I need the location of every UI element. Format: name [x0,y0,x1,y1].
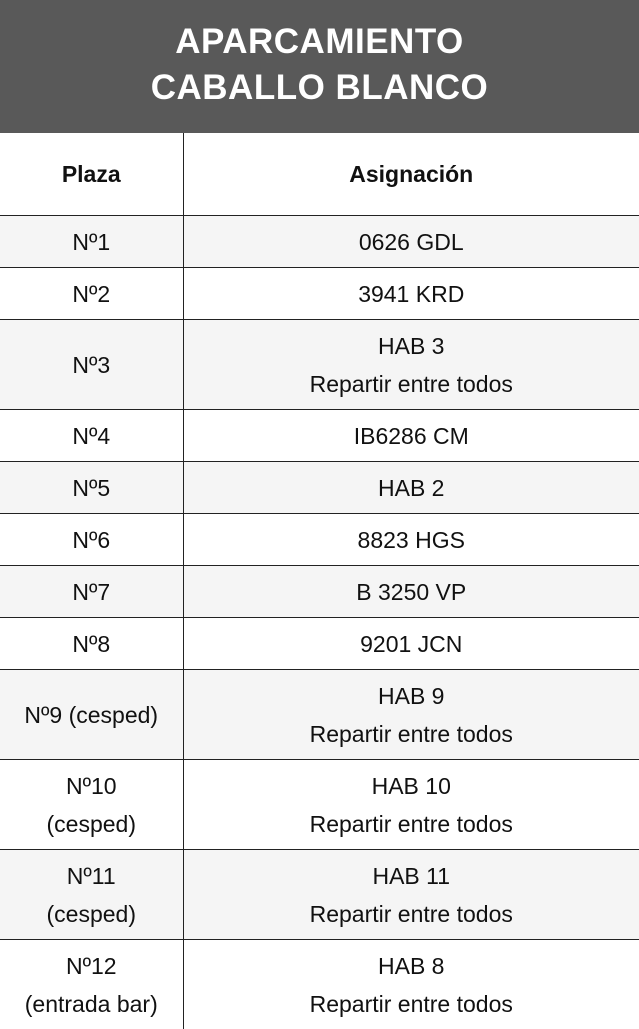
plaza-cell [0,514,183,566]
plaza-cell [0,320,183,410]
asignacion-cell [183,320,639,410]
asignacion-cell [183,268,639,320]
column-header-plaza: Plaza [0,133,183,216]
table-row [0,320,639,410]
asignacion-cell [183,462,639,514]
table-row [0,566,639,618]
plaza-text: Nº12 [0,947,183,985]
table-row [0,410,639,462]
plaza-text: Nº5 [0,469,183,507]
plaza-text: Nº8 [0,625,183,663]
asignacion-cell [183,618,639,670]
table-row [0,760,639,850]
plaza-text: Nº11 [0,857,183,895]
plaza-text: (cesped) [0,895,183,933]
column-header-asignacion: Asignación [183,133,639,216]
plaza-cell [0,462,183,514]
plaza-text: Nº2 [0,275,183,313]
asignacion-text: HAB 8 [184,947,639,985]
table-row [0,216,639,268]
asignacion-cell [183,514,639,566]
table-row [0,514,639,566]
asignacion-text: HAB 10 [184,767,639,805]
plaza-text: Nº10 [0,767,183,805]
table-row [0,940,639,1029]
asignacion-text: Repartir entre todos [184,895,639,933]
plaza-cell [0,268,183,320]
asignacion-text: HAB 3 [184,327,639,365]
plaza-text: Nº3 [0,346,183,384]
asignacion-text: 9201 JCN [184,625,639,663]
asignacion-text: Repartir entre todos [184,715,639,753]
asignacion-text: Repartir entre todos [184,985,639,1023]
asignacion-text: 8823 HGS [184,521,639,559]
asignacion-text: 0626 GDL [184,223,639,261]
page-title-line-2: CABALLO BLANCO [151,65,489,111]
plaza-cell [0,216,183,268]
plaza-cell [0,566,183,618]
table-row [0,670,639,760]
plaza-text: Nº9 (cesped) [0,696,183,734]
asignacion-cell [183,850,639,940]
asignacion-cell [183,760,639,850]
table-row [0,850,639,940]
asignacion-cell [183,216,639,268]
plaza-text: (cesped) [0,805,183,843]
plaza-cell [0,410,183,462]
parking-assignment-table [0,133,639,1029]
plaza-cell [0,618,183,670]
asignacion-text: Repartir entre todos [184,365,639,403]
plaza-text: Nº7 [0,573,183,611]
asignacion-cell [183,566,639,618]
page-title-line-1: APARCAMIENTO [175,19,464,65]
table-header-row [0,133,639,216]
plaza-cell [0,940,183,1029]
asignacion-text: HAB 11 [184,857,639,895]
asignacion-text: Repartir entre todos [184,805,639,843]
asignacion-text: HAB 9 [184,677,639,715]
plaza-cell [0,760,183,850]
asignacion-text: HAB 2 [184,469,639,507]
table-row [0,462,639,514]
table-row [0,268,639,320]
asignacion-text: IB6286 CM [184,417,639,455]
table-row [0,618,639,670]
asignacion-cell [183,670,639,760]
plaza-cell [0,850,183,940]
plaza-text: Nº1 [0,223,183,261]
plaza-cell [0,670,183,760]
asignacion-text: 3941 KRD [184,275,639,313]
table-body [0,216,639,1029]
page-header [0,0,639,133]
asignacion-cell [183,410,639,462]
plaza-text: Nº4 [0,417,183,455]
asignacion-cell [183,940,639,1029]
asignacion-text: B 3250 VP [184,573,639,611]
plaza-text: (entrada bar) [0,985,183,1023]
plaza-text: Nº6 [0,521,183,559]
